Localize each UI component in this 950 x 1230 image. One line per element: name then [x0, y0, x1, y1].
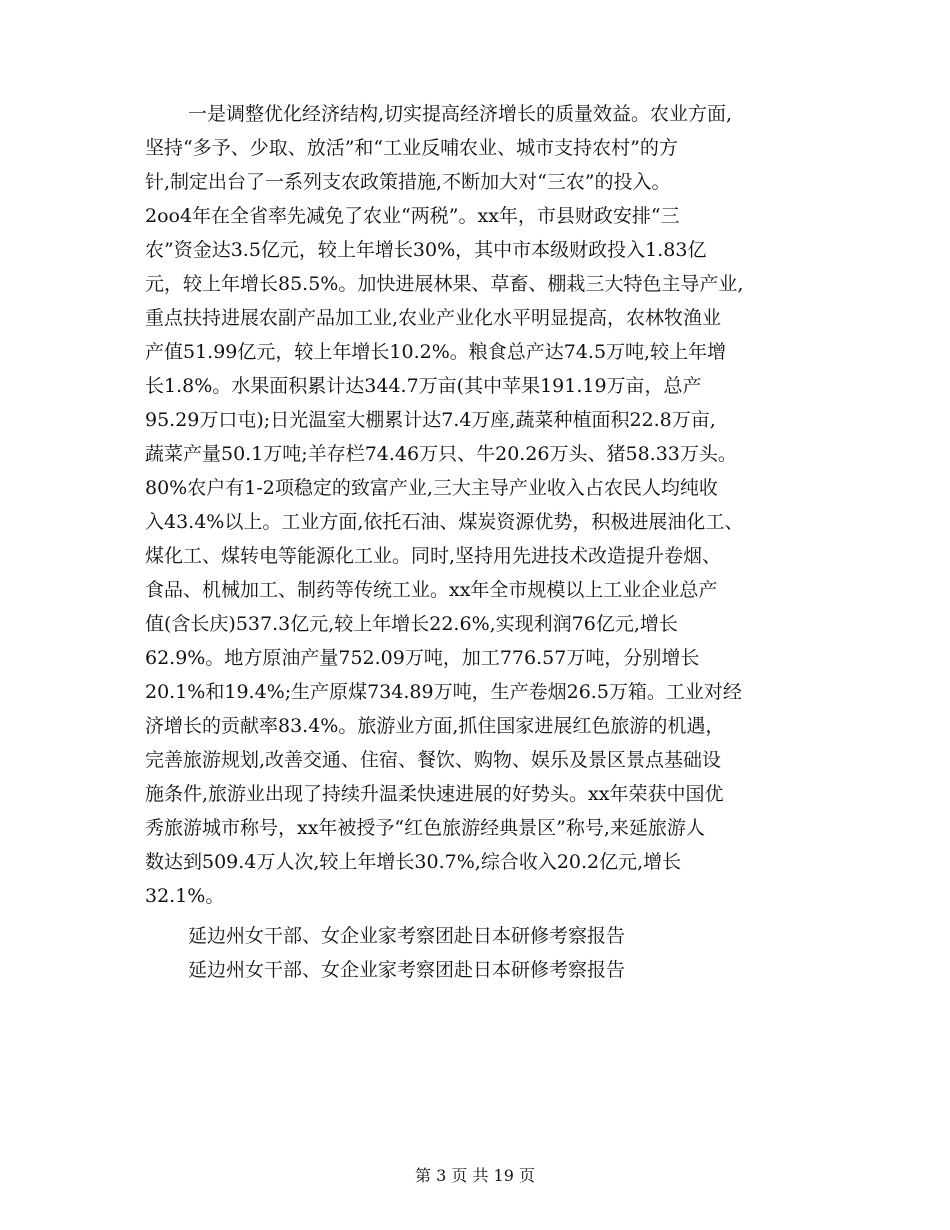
body-line: 80%农户有1-2项稳定的致富产业,三大主导产业收入占农民人均纯收 [145, 477, 718, 499]
body-line: 32.1%。 [145, 885, 225, 907]
body-line: 秀旅游城市称号，xx年被授予“红色旅游经典景区”称号,来延旅游人 [145, 817, 705, 839]
body-line: 产值51.99亿元，较上年增长10.2%。粮食总产达74.5万吨,较上年增 [145, 341, 727, 363]
report-title-line: 延边州女干部、女企业家考察团赴日本研修考察报告 [188, 925, 626, 947]
body-line: 施条件,旅游业出现了持续升温柔快速进展的好势头。xx年荣获中国优 [145, 783, 724, 805]
body-line: 食品、机械加工、制药等传统工业。xx年全市规模以上工业企业总产 [145, 579, 718, 601]
page-footer: 第 3 页 共 19 页 [415, 1166, 535, 1185]
body-line: 62.9%。地方原油产量752.09万吨，加工776.57万吨，分别增长 [145, 647, 700, 669]
body-line: 元，较上年增长85.5%。加快进展林果、草畜、棚栽三大特色主导产业, [145, 273, 744, 295]
body-line: 数达到509.4万人次,较上年增长30.7%,综合收入20.2亿元,增长 [145, 851, 682, 873]
body-line: 完善旅游规划,改善交通、住宿、餐饮、购物、娱乐及景区景点基础设 [145, 749, 722, 771]
body-line: 针,制定出台了一系列支农政策措施,不断加大对“三农”的投入。 [145, 171, 671, 193]
body-line: 煤化工、煤转电等能源化工业。同时,坚持用先进技术改造提升卷烟、 [145, 545, 722, 567]
body-line: 长1.8%。水果面积累计达344.7万亩(其中苹果191.19万亩，总产 [145, 375, 702, 397]
report-title-line: 延边州女干部、女企业家考察团赴日本研修考察报告 [188, 959, 626, 981]
body-line: 农”资金达3.5亿元，较上年增长30%，其中市本级财政投入1.83亿 [145, 239, 707, 261]
body-line: 95.29万口屯);日光温室大棚累计达7.4万座,蔬菜种植面积22.8万亩, [145, 409, 716, 431]
body-line: 坚持“多予、少取、放活”和“工业反哺农业、城市支持农村”的方 [145, 137, 678, 159]
body-line: 值(含长庆)537.3亿元,较上年增长22.6%,实现利润76亿元,增长 [145, 613, 678, 635]
body-line: 入43.4%以上。工业方面,依托石油、煤炭资源优势，积极进展油化工、 [145, 511, 744, 533]
body-line: 20.1%和19.4%;生产原煤734.89万吨，生产卷烟26.5万箱。工业对经 [145, 681, 742, 703]
body-line: 一是调整优化经济结构,切实提高经济增长的质量效益。农业方面, [188, 103, 733, 125]
body-line: 蔬菜产量50.1万吨;羊存栏74.46万只、牛20.26万头、猪58.33万头。 [145, 443, 737, 465]
body-line: 重点扶持进展农副产品加工业,农业产业化水平明显提高，农林牧渔业 [145, 307, 722, 329]
body-line: 2oo4年在全省率先减免了农业“两税”。xx年，市县财政安排“三 [145, 205, 680, 227]
body-line: 济增长的贡献率83.4%。旅游业方面,抓住国家进展红色旅游的机遇， [145, 715, 725, 737]
